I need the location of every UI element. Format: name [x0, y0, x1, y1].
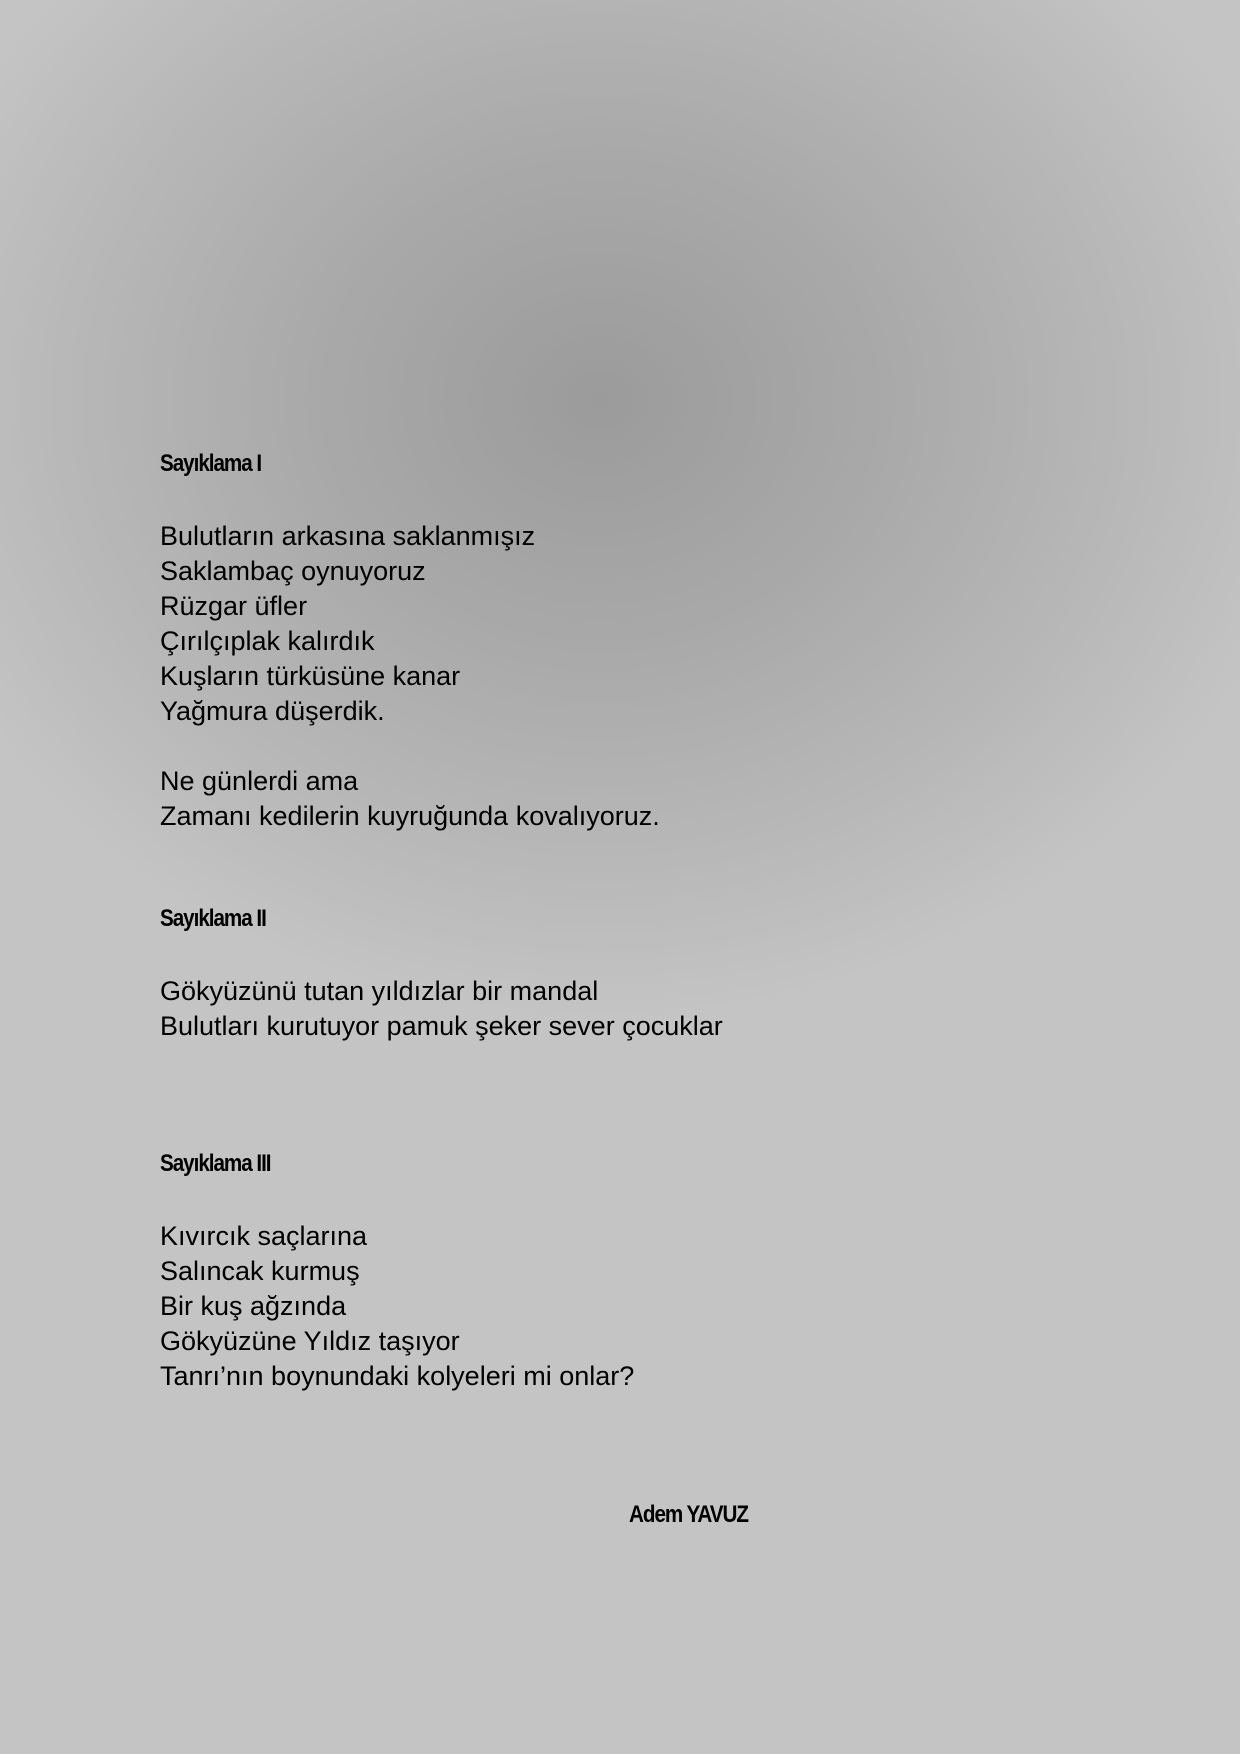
poem-line: Gökyüzünü tutan yıldızlar bir mandal [160, 976, 599, 1006]
stanza [160, 1219, 1060, 1394]
poem-title: Sayıklama I [160, 450, 262, 477]
poem-line: Gökyüzüne Yıldız taşıyor [160, 1326, 460, 1356]
poem-line: Bulutları kurutuyor pamuk şeker sever çocuklar [160, 1011, 723, 1041]
stanza [160, 519, 1060, 729]
poem-line: Rüzgar üfler [160, 591, 308, 621]
poem-sayiklama-1 [160, 449, 1060, 834]
poem-sayiklama-3 [160, 1149, 1060, 1394]
poem-sayiklama-2 [160, 904, 1060, 1044]
poem-line: Kuşların türküsüne kanar [160, 661, 461, 691]
stanza [160, 764, 1060, 834]
poem-line: Yağmura düşerdik. [160, 696, 385, 726]
poem-line: Saklambaç oynuyoruz [160, 556, 426, 586]
poem-title: Sayıklama II [160, 905, 266, 932]
poem-line: Bulutların arkasına saklanmışız [160, 521, 536, 551]
poem-line: Salıncak kurmuş [160, 1256, 360, 1286]
poem-line: Ne günlerdi ama [160, 766, 359, 796]
poem-line: Kıvırcık saçlarına [160, 1221, 368, 1251]
poem-line: Tanrı’nın boynundaki kolyeleri mi onlar? [160, 1361, 635, 1391]
stanza [160, 974, 1060, 1044]
poem-line: Bir kuş ağzında [160, 1291, 347, 1321]
poem-line: Çırılçıplak kalırdık [160, 626, 375, 656]
author-signature: Adem YAVUZ [629, 1501, 748, 1528]
poem-line: Zamanı kedilerin kuyruğunda kovalıyoruz. [160, 801, 660, 831]
poem-title: Sayıklama III [160, 1150, 271, 1177]
